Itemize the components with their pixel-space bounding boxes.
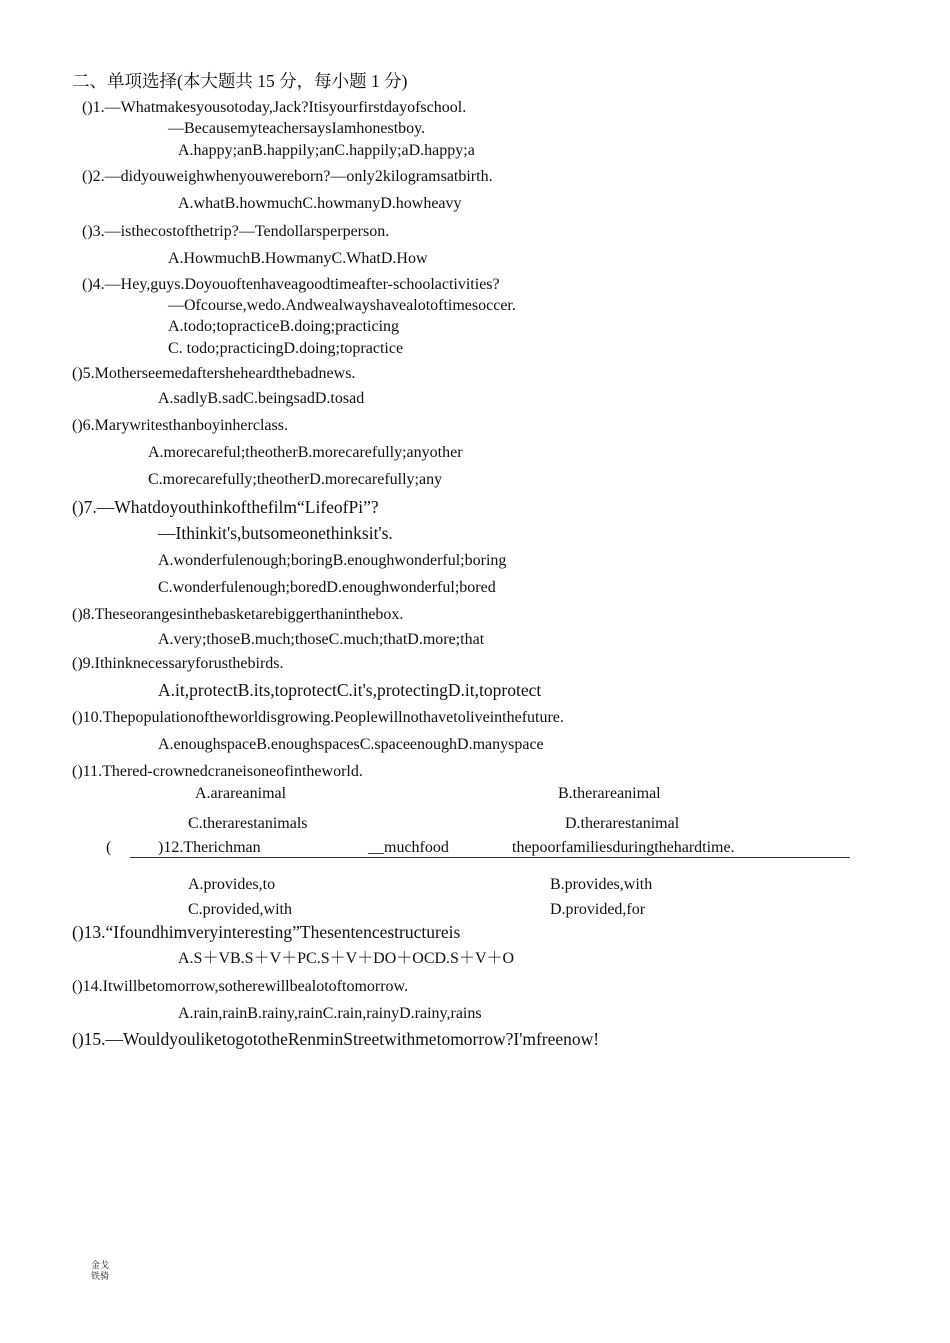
q7-options-cd: C.wonderfulenough;boredD.enoughwonderful;bored bbox=[158, 579, 496, 596]
q2-stem: ()2.—didyouweighwhenyouwereborn?—only2kilogramsatbirth. bbox=[82, 168, 493, 185]
q11-option-a: A.ararеanimal bbox=[195, 785, 287, 802]
q11-option-c: C.therarestanimals bbox=[188, 815, 308, 832]
section-title: 二、单项选择(本大题共 15 分，每小题 1 分) bbox=[72, 71, 408, 91]
q7-options-ab: A.wonderfulenough;boringB.enoughwonderful;boring bbox=[158, 552, 507, 569]
q12-option-c: C.provided,with bbox=[188, 901, 292, 918]
q12-option-d: D.provided,for bbox=[550, 901, 646, 918]
q2-options: A.whatB.howmuchC.howmanyD.howheavy bbox=[178, 195, 462, 212]
q13-stem: ()13.“Ifoundhimveryinteresting”Thesentencestructureis bbox=[72, 922, 461, 942]
q8-stem: ()8.Theseorangesinthebasketarebiggerthaninthebox. bbox=[72, 606, 404, 623]
q6-stem: ()6.Marywritesthanboyinherclass. bbox=[72, 417, 288, 434]
q14-options: A.rain,rainB.rainy,rainC.rain,rainyD.rainy,rains bbox=[178, 1005, 482, 1022]
q12-option-b: B.provides,with bbox=[550, 876, 653, 893]
q1-stem: ()1.—Whatmakesyousotoday,Jack?Itisyourfirstdayofschool. bbox=[82, 99, 467, 116]
q1-options: A.happy;anB.happily;anC.happily;aD.happy;a bbox=[178, 142, 475, 159]
q5-stem: ()5.Motherseemedaftersheheardthebadnews. bbox=[72, 365, 356, 382]
footer-text-line1: 金戈 bbox=[91, 1260, 110, 1270]
q11-option-b: B.therareanimal bbox=[558, 785, 661, 802]
q6-options-cd: C.morecarefully;theotherD.morecarefully;any bbox=[148, 471, 443, 488]
q6-options-ab: A.morecareful;theotherB.morecarefully;anyother bbox=[148, 444, 463, 461]
q12-open-paren: ( bbox=[106, 839, 112, 856]
q7-response: —Ithinkit's,butsomeonethinksit's. bbox=[158, 523, 393, 543]
q12-stem-part3: thepoorfamiliesduringthehardtime. bbox=[512, 839, 735, 856]
q4-options-cd: C. todo;practicingD.doing;topractice bbox=[168, 340, 404, 357]
q9-options: A.it,protectB.its,toprotectC.it's,protectingD.it,toprotect bbox=[158, 680, 542, 700]
q3-options: A.HowmuchB.HowmanyC.WhatD.How bbox=[168, 250, 428, 267]
q3-stem: ()3.—isthecostofthetrip?—Tendollarsperperson. bbox=[82, 223, 390, 240]
q9-stem: ()9.Ithinknecessaryforusthebirds. bbox=[72, 655, 284, 672]
q10-stem: ()10.Thepopulationoftheworldisgrowing.Peoplewillnothavetoliveinthefuture. bbox=[72, 709, 564, 726]
q15-stem: ()15.—WouldyouliketogototheRenminStreetwithmetomorrow?I'mfreenow! bbox=[72, 1029, 600, 1049]
q12-option-a: A.provides,to bbox=[188, 876, 276, 893]
q8-options: A.very;thoseB.much;thoseC.much;thatD.more;that bbox=[158, 631, 485, 648]
q11-option-d: D.therarestanimal bbox=[565, 815, 680, 832]
q4-response: —Ofcourse,wedo.Andwealwayshavealotoftimesoccer. bbox=[168, 297, 516, 314]
q12-stem-part2: __muchfood bbox=[368, 839, 449, 856]
q4-stem: ()4.—Hey,guys.Doyouoftenhaveagoodtimeafter-schoolactivities? bbox=[82, 276, 500, 293]
q12-stem-part1: )12.Therichman bbox=[158, 839, 261, 856]
q5-options: A.sadlyB.sadC.beingsadD.tosad bbox=[158, 390, 365, 407]
q12-underline-rule bbox=[130, 857, 850, 858]
q7-stem: ()7.—Whatdoyouthinkofthefilm“LifeofPi”? bbox=[72, 497, 379, 517]
q10-options: A.enoughspaceB.enoughspacesC.spaceenoughD.manyspace bbox=[158, 736, 544, 753]
footer-text-line2: 铁骑 bbox=[91, 1271, 110, 1281]
q14-stem: ()14.Itwillbetomorrow,sotherewillbealotoftomorrow. bbox=[72, 978, 409, 995]
q1-response: —BecausemyteachersaysIamhonestboy. bbox=[168, 120, 426, 137]
q11-stem: ()11.Thered-crownedcraneisoneofintheworld. bbox=[72, 763, 363, 780]
q13-options: A.S＋VB.S＋V＋PC.S＋V＋DO＋OCD.S＋V＋O bbox=[178, 950, 515, 967]
q4-options-ab: A.todo;topracticeB.doing;practicing bbox=[168, 318, 400, 335]
